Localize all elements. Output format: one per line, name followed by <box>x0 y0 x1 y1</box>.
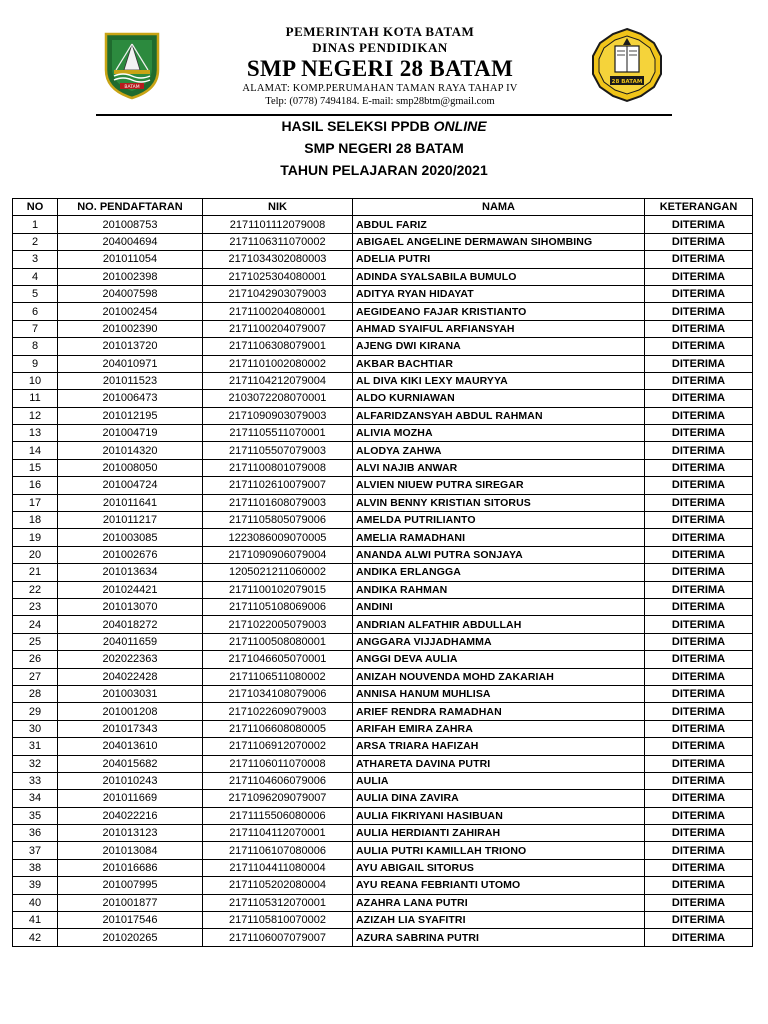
row-number: 11 <box>13 390 58 407</box>
nik-number: 2171100102079015 <box>203 581 353 598</box>
table-row <box>13 477 753 494</box>
row-number: 6 <box>13 303 58 320</box>
student-name: AZIZAH LIA SYAFITRI <box>353 912 645 929</box>
student-name: AZURA SABRINA PUTRI <box>353 929 645 946</box>
registration-number: 201002398 <box>58 268 203 285</box>
row-number: 8 <box>13 338 58 355</box>
status-value: DITERIMA <box>645 651 753 668</box>
status-value: DITERIMA <box>645 790 753 807</box>
nik-number: 2103072208070001 <box>203 390 353 407</box>
row-number: 5 <box>13 285 58 302</box>
row-number: 26 <box>13 651 58 668</box>
nik-number: 2171090906079004 <box>203 546 353 563</box>
table-row <box>13 303 753 320</box>
student-name: AULIA PUTRI KAMILLAH TRIONO <box>353 842 645 859</box>
row-number: 23 <box>13 598 58 615</box>
left-logo-caption: BATAM <box>124 85 140 90</box>
status-value: DITERIMA <box>645 825 753 842</box>
header-nik: NIK <box>203 199 353 216</box>
student-name: AULIA FIKRIYANI HASIBUAN <box>353 807 645 824</box>
registration-number: 201002676 <box>58 546 203 563</box>
letterhead-school-name: SMP NEGERI 28 BATAM <box>246 56 514 81</box>
nik-number: 2171090903079003 <box>203 407 353 424</box>
student-name: ALFARIDZANSYAH ABDUL RAHMAN <box>353 407 645 424</box>
table-row <box>13 442 753 459</box>
student-name: ANGGI DEVA AULIA <box>353 651 645 668</box>
registration-number: 201002390 <box>58 320 203 337</box>
row-number: 38 <box>13 859 58 876</box>
nik-number: 2171115506080006 <box>203 807 353 824</box>
status-value: DITERIMA <box>645 807 753 824</box>
student-name: AULIA DINA ZAVIRA <box>353 790 645 807</box>
table-row <box>13 738 753 755</box>
student-name: AYU ABIGAIL SITORUS <box>353 859 645 876</box>
student-name: AULIA <box>353 772 645 789</box>
status-value: DITERIMA <box>645 755 753 772</box>
student-name: AKBAR BACHTIAR <box>353 355 645 372</box>
table-row <box>13 216 753 233</box>
registration-number: 201013720 <box>58 338 203 355</box>
row-number: 28 <box>13 685 58 702</box>
status-value: DITERIMA <box>645 929 753 946</box>
row-number: 1 <box>13 216 58 233</box>
nik-number: 2171105810070002 <box>203 912 353 929</box>
batam-city-emblem-icon <box>102 30 162 100</box>
nik-number: 2171106608080005 <box>203 720 353 737</box>
table-row <box>13 668 753 685</box>
student-name: AMELDA PUTRILIANTO <box>353 512 645 529</box>
table-row <box>13 268 753 285</box>
table-row <box>13 581 753 598</box>
nik-number: 2171042903079003 <box>203 285 353 302</box>
student-name: ABIGAEL ANGELINE DERMAWAN SIHOMBING <box>353 233 645 250</box>
nik-number: 2171104112070001 <box>203 825 353 842</box>
nik-number: 2171105312070001 <box>203 894 353 911</box>
header-no: NO <box>13 199 58 216</box>
table-row <box>13 372 753 389</box>
header-name: NAMA <box>353 199 645 216</box>
table-row <box>13 233 753 250</box>
row-number: 29 <box>13 703 58 720</box>
registration-number: 201008050 <box>58 459 203 476</box>
student-name: ANDRIAN ALFATHIR ABDULLAH <box>353 616 645 633</box>
table-row <box>13 877 753 894</box>
status-value: DITERIMA <box>645 668 753 685</box>
registration-number: 201013123 <box>58 825 203 842</box>
table-row <box>13 529 753 546</box>
row-number: 17 <box>13 494 58 511</box>
registration-number: 204007598 <box>58 285 203 302</box>
status-value: DITERIMA <box>645 233 753 250</box>
nik-number: 2171034108079006 <box>203 685 353 702</box>
student-name: ATHARETA DAVINA PUTRI <box>353 755 645 772</box>
status-value: DITERIMA <box>645 459 753 476</box>
student-name: ABDUL FARIZ <box>353 216 645 233</box>
table-row <box>13 546 753 563</box>
registration-number: 204022428 <box>58 668 203 685</box>
nik-number: 2171101002080002 <box>203 355 353 372</box>
title-online: ONLINE <box>433 118 487 134</box>
nik-number: 2171100801079008 <box>203 459 353 476</box>
nik-number: 2171101112079008 <box>203 216 353 233</box>
row-number: 20 <box>13 546 58 563</box>
registration-number: 202022363 <box>58 651 203 668</box>
registration-number: 204018272 <box>58 616 203 633</box>
student-name: ADELIA PUTRI <box>353 251 645 268</box>
registration-number: 201011641 <box>58 494 203 511</box>
row-number: 40 <box>13 894 58 911</box>
row-number: 35 <box>13 807 58 824</box>
row-number: 4 <box>13 268 58 285</box>
table-row <box>13 390 753 407</box>
nik-number: 2171105202080004 <box>203 877 353 894</box>
registration-number: 201003031 <box>58 685 203 702</box>
student-name: ALVIEN NIUEW PUTRA SIREGAR <box>353 477 645 494</box>
table-row <box>13 807 753 824</box>
row-number: 3 <box>13 251 58 268</box>
registration-number: 201004724 <box>58 477 203 494</box>
status-value: DITERIMA <box>645 894 753 911</box>
table-header-row <box>13 199 753 216</box>
status-value: DITERIMA <box>645 738 753 755</box>
student-name: ANDIKA ERLANGGA <box>353 564 645 581</box>
row-number: 22 <box>13 581 58 598</box>
letterhead-divider <box>96 114 672 116</box>
status-value: DITERIMA <box>645 494 753 511</box>
status-value: DITERIMA <box>645 425 753 442</box>
table-row <box>13 859 753 876</box>
status-value: DITERIMA <box>645 268 753 285</box>
status-value: DITERIMA <box>645 251 753 268</box>
student-name: ARIEF RENDRA RAMADHAN <box>353 703 645 720</box>
student-name: ADITYA RYAN HIDAYAT <box>353 285 645 302</box>
student-name: ALODYA ZAHWA <box>353 442 645 459</box>
student-name: AL DIVA KIKI LEXY MAURYYA <box>353 372 645 389</box>
status-value: DITERIMA <box>645 355 753 372</box>
status-value: DITERIMA <box>645 912 753 929</box>
nik-number: 2171106308079001 <box>203 338 353 355</box>
nik-number: 2171022005079003 <box>203 616 353 633</box>
table-row <box>13 407 753 424</box>
registration-number: 201001877 <box>58 894 203 911</box>
registration-number: 204022216 <box>58 807 203 824</box>
table-row <box>13 512 753 529</box>
row-number: 16 <box>13 477 58 494</box>
nik-number: 2171106311070002 <box>203 233 353 250</box>
row-number: 39 <box>13 877 58 894</box>
registration-number: 201002454 <box>58 303 203 320</box>
table-row <box>13 633 753 650</box>
registration-number: 201011054 <box>58 251 203 268</box>
student-name: ALVIN BENNY KRISTIAN SITORUS <box>353 494 645 511</box>
row-number: 13 <box>13 425 58 442</box>
document-title <box>0 118 768 134</box>
student-name: AZAHRA LANA PUTRI <box>353 894 645 911</box>
nik-number: 2171104606079006 <box>203 772 353 789</box>
status-value: DITERIMA <box>645 477 753 494</box>
letterhead-government: PEMERINTAH KOTA BATAM <box>285 24 475 39</box>
row-number: 14 <box>13 442 58 459</box>
table-body <box>13 216 753 946</box>
nik-number: 2171104212079004 <box>203 372 353 389</box>
student-name: AULIA HERDIANTI ZAHIRAH <box>353 825 645 842</box>
registration-number: 201008753 <box>58 216 203 233</box>
registration-number: 201012195 <box>58 407 203 424</box>
header-status: KETERANGAN <box>645 199 753 216</box>
nik-number: 2171034302080003 <box>203 251 353 268</box>
status-value: DITERIMA <box>645 616 753 633</box>
status-value: DITERIMA <box>645 372 753 389</box>
student-name: ALIVIA MOZHA <box>353 425 645 442</box>
table-row <box>13 251 753 268</box>
registration-number: 201001208 <box>58 703 203 720</box>
registration-number: 201013634 <box>58 564 203 581</box>
nik-number: 1223086009070005 <box>203 529 353 546</box>
registration-number: 201020265 <box>58 929 203 946</box>
student-name: ANGGARA VIJJADHAMMA <box>353 633 645 650</box>
status-value: DITERIMA <box>645 216 753 233</box>
registration-number: 201024421 <box>58 581 203 598</box>
row-number: 27 <box>13 668 58 685</box>
student-name: ANNISA HANUM MUHLISA <box>353 685 645 702</box>
row-number: 18 <box>13 512 58 529</box>
table-row <box>13 894 753 911</box>
table-row <box>13 355 753 372</box>
registration-number: 201006473 <box>58 390 203 407</box>
registration-number: 201017546 <box>58 912 203 929</box>
nik-number: 2171106007079007 <box>203 929 353 946</box>
row-number: 34 <box>13 790 58 807</box>
status-value: DITERIMA <box>645 598 753 615</box>
student-name: AHMAD SYAIFUL ARFIANSYAH <box>353 320 645 337</box>
table-row <box>13 825 753 842</box>
row-number: 15 <box>13 459 58 476</box>
row-number: 33 <box>13 772 58 789</box>
table-row <box>13 912 753 929</box>
registration-number: 201011669 <box>58 790 203 807</box>
status-value: DITERIMA <box>645 859 753 876</box>
nik-number: 2171106107080006 <box>203 842 353 859</box>
registration-number: 201013070 <box>58 598 203 615</box>
status-value: DITERIMA <box>645 842 753 859</box>
right-logo-caption: 28 BATAM <box>611 79 643 85</box>
row-number: 36 <box>13 825 58 842</box>
registration-number: 201011217 <box>58 512 203 529</box>
table-row <box>13 772 753 789</box>
student-name: AYU REANA FEBRIANTI UTOMO <box>353 877 645 894</box>
table-row <box>13 494 753 511</box>
student-name: ARIFAH EMIRA ZAHRA <box>353 720 645 737</box>
nik-number: 2171105108069006 <box>203 598 353 615</box>
table-row <box>13 755 753 772</box>
status-value: DITERIMA <box>645 442 753 459</box>
title-prefix: HASIL SELEKSI PPDB <box>281 118 434 134</box>
registration-number: 201007995 <box>58 877 203 894</box>
table-row <box>13 651 753 668</box>
status-value: DITERIMA <box>645 564 753 581</box>
row-number: 10 <box>13 372 58 389</box>
document-subtitle-school: SMP NEGERI 28 BATAM <box>304 140 464 156</box>
status-value: DITERIMA <box>645 303 753 320</box>
row-number: 30 <box>13 720 58 737</box>
nik-number: 2171100204079007 <box>203 320 353 337</box>
student-name: ANDIKA RAHMAN <box>353 581 645 598</box>
registration-number: 201014320 <box>58 442 203 459</box>
student-name: ADINDA SYALSABILA BUMULO <box>353 268 645 285</box>
table-row <box>13 459 753 476</box>
row-number: 25 <box>13 633 58 650</box>
selection-results-table <box>12 198 753 947</box>
row-number: 21 <box>13 564 58 581</box>
registration-number: 201016686 <box>58 859 203 876</box>
row-number: 37 <box>13 842 58 859</box>
table-row <box>13 703 753 720</box>
row-number: 7 <box>13 320 58 337</box>
table-row <box>13 685 753 702</box>
letterhead-contact: Telp: (0778) 7494184. E-mail: smp28btm@gmail.com <box>265 96 495 107</box>
status-value: DITERIMA <box>645 407 753 424</box>
nik-number: 2171102610079007 <box>203 477 353 494</box>
nik-number: 2171101608079003 <box>203 494 353 511</box>
table-row <box>13 929 753 946</box>
student-name: ARSA TRIARA HAFIZAH <box>353 738 645 755</box>
status-value: DITERIMA <box>645 390 753 407</box>
table-row <box>13 425 753 442</box>
nik-number: 2171106511080002 <box>203 668 353 685</box>
registration-number: 201011523 <box>58 372 203 389</box>
nik-number: 2171105511070001 <box>203 425 353 442</box>
student-name: ALVI NAJIB ANWAR <box>353 459 645 476</box>
nik-number: 2171106011070008 <box>203 755 353 772</box>
nik-number: 2171022609079003 <box>203 703 353 720</box>
row-number: 31 <box>13 738 58 755</box>
status-value: DITERIMA <box>645 320 753 337</box>
student-name: AMELIA RAMADHANI <box>353 529 645 546</box>
letterhead-address: ALAMAT: KOMP.PERUMAHAN TAMAN RAYA TAHAP IV <box>242 83 518 94</box>
letterhead-department: DINAS PENDIDIKAN <box>312 40 448 55</box>
document-subtitle-year: TAHUN PELAJARAN 2020/2021 <box>280 162 488 178</box>
status-value: DITERIMA <box>645 877 753 894</box>
registration-number: 204010971 <box>58 355 203 372</box>
status-value: DITERIMA <box>645 633 753 650</box>
registration-number: 201010243 <box>58 772 203 789</box>
status-value: DITERIMA <box>645 338 753 355</box>
status-value: DITERIMA <box>645 546 753 563</box>
registration-number: 201003085 <box>58 529 203 546</box>
table-row <box>13 564 753 581</box>
table-row <box>13 598 753 615</box>
row-number: 12 <box>13 407 58 424</box>
student-name: ANDINI <box>353 598 645 615</box>
student-name: ALDO KURNIAWAN <box>353 390 645 407</box>
table-row <box>13 338 753 355</box>
header-registration-number: NO. PENDAFTARAN <box>58 199 203 216</box>
table-row <box>13 616 753 633</box>
row-number: 9 <box>13 355 58 372</box>
registration-number: 201013084 <box>58 842 203 859</box>
student-name: ANANDA ALWI PUTRA SONJAYA <box>353 546 645 563</box>
row-number: 42 <box>13 929 58 946</box>
table-row <box>13 842 753 859</box>
status-value: DITERIMA <box>645 529 753 546</box>
table-row <box>13 320 753 337</box>
table-row <box>13 790 753 807</box>
row-number: 19 <box>13 529 58 546</box>
nik-number: 2171100204080001 <box>203 303 353 320</box>
student-name: AEGIDEANO FAJAR KRISTIANTO <box>353 303 645 320</box>
table-row <box>13 720 753 737</box>
registration-number: 204013610 <box>58 738 203 755</box>
student-name: AJENG DWI KIRANA <box>353 338 645 355</box>
nik-number: 2171105507079003 <box>203 442 353 459</box>
nik-number: 2171105805079006 <box>203 512 353 529</box>
registration-number: 201004719 <box>58 425 203 442</box>
letterhead <box>0 22 768 112</box>
status-value: DITERIMA <box>645 512 753 529</box>
nik-number: 2171046605070001 <box>203 651 353 668</box>
nik-number: 2171096209079007 <box>203 790 353 807</box>
status-value: DITERIMA <box>645 772 753 789</box>
row-number: 24 <box>13 616 58 633</box>
nik-number: 2171104411080004 <box>203 859 353 876</box>
registration-number: 204011659 <box>58 633 203 650</box>
status-value: DITERIMA <box>645 720 753 737</box>
status-value: DITERIMA <box>645 685 753 702</box>
status-value: DITERIMA <box>645 285 753 302</box>
registration-number: 204004694 <box>58 233 203 250</box>
row-number: 2 <box>13 233 58 250</box>
status-value: DITERIMA <box>645 581 753 598</box>
school-emblem-icon <box>588 26 666 104</box>
row-number: 32 <box>13 755 58 772</box>
nik-number: 1205021211060002 <box>203 564 353 581</box>
table-row <box>13 285 753 302</box>
registration-number: 201017343 <box>58 720 203 737</box>
student-name: ANIZAH NOUVENDA MOHD ZAKARIAH <box>353 668 645 685</box>
nik-number: 2171106912070002 <box>203 738 353 755</box>
nik-number: 2171025304080001 <box>203 268 353 285</box>
row-number: 41 <box>13 912 58 929</box>
status-value: DITERIMA <box>645 703 753 720</box>
registration-number: 204015682 <box>58 755 203 772</box>
nik-number: 2171100508080001 <box>203 633 353 650</box>
